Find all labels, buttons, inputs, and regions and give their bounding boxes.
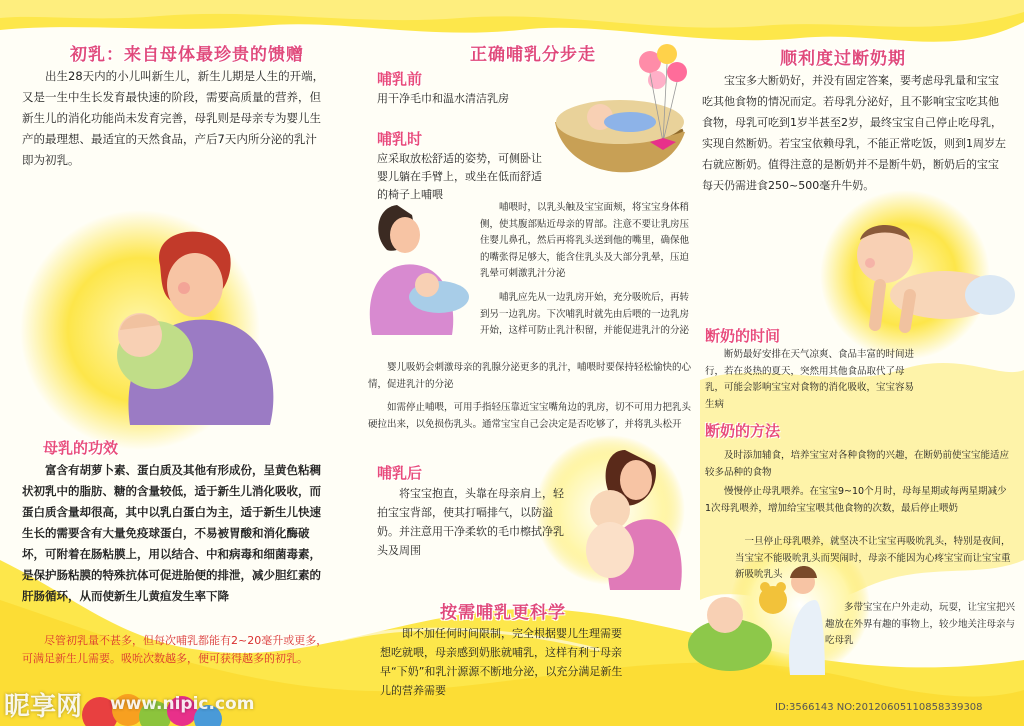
before-feeding-text: 用干净毛巾和温水清洁乳房 bbox=[377, 92, 509, 105]
weaning-method-4: 多带宝宝在户外走动，玩耍，让宝宝把兴趣放在外界有趣的事物上，较少地关注母亲与吃母乳 bbox=[825, 602, 1016, 646]
heading-weaning-method: 断奶的方法 bbox=[705, 422, 781, 440]
baby-basket-illustration bbox=[545, 42, 695, 192]
weaning-time-text: 断奶最好安排在天气凉爽、食品丰富的时间进行，若在炎热的夏天，突然用其他食品取代了母乳，可能会影响宝宝对食物的消化吸收，宝宝容易生病 bbox=[705, 349, 915, 410]
during-detail-3: 婴儿吸奶会刺激母亲的乳腺分泌更多的乳汁，哺喂时要保持轻松愉快的心情，促进乳汁的分泌 bbox=[368, 362, 692, 390]
heading-after-feeding: 哺乳后 bbox=[377, 464, 423, 482]
burping-baby-illustration bbox=[570, 445, 690, 590]
colostrum-note: 尽管初乳量不甚多，但每次哺乳都能有2~20毫升或更多，可满足新生儿需要。吸吮次数越多，便可获得越多的初乳。 bbox=[22, 634, 328, 665]
section-title-colostrum: 初乳：来自母体最珍贵的馈赠 bbox=[70, 45, 304, 65]
heading-weaning-time: 断奶的时间 bbox=[705, 327, 781, 345]
during-feeding-text: 应采取放松舒适的姿势，可侧卧让婴儿躺在手臂上，或坐在低而舒适的椅子上哺喂 bbox=[377, 152, 542, 201]
heading-during-feeding: 哺乳时 bbox=[377, 130, 423, 148]
nursing-mother-illustration bbox=[357, 205, 482, 335]
heading-before-feeding: 哺乳前 bbox=[377, 70, 423, 88]
weaning-intro: 宝宝多大断奶好，并没有固定答案，要考虑母乳量和宝宝吃其他食物的情况而定。若母乳分泌好，且不影响宝宝吃其他食物，母乳可吃到1岁半甚至2岁，最终宝宝自己停止吃母乳，实现自然断奶。若宝宝依赖母乳，不能正常吃饭，则到1周岁左右就应断奶。值得注意的是断奶并不是断牛奶，断奶后的宝宝每天仍需进食250~500毫升牛奶。 bbox=[702, 74, 1006, 192]
watermark-logo: 昵享网 bbox=[4, 692, 83, 722]
mother-baby-illustration bbox=[100, 225, 320, 425]
watermark-url: www.nipic.com bbox=[110, 694, 255, 714]
on-demand-text: 即不加任何时间限制，完全根据婴儿生理需要想吃就喂，母亲感到奶胀就哺乳，这样有利于母亲早“下奶”和乳汁源源不断地分泌，以充分满足新生儿的营养需要 bbox=[380, 627, 623, 697]
during-detail-2: 哺乳应先从一边乳房开始，充分吸吮后，再转到另一边乳房。下次哺乳时就先由后喂的一边乳房开始，这样可防止乳汁积留，并能促进乳汁的分泌 bbox=[480, 292, 690, 336]
after-feeding-text: 将宝宝抱直，头靠在母亲肩上，轻拍宝宝背部，使其打嗝排气，以防溢奶。并注意用干净柔软的毛巾檫拭净乳头及周围 bbox=[377, 487, 564, 557]
weaning-method-2: 慢慢停止母乳喂养。在宝宝9~10个月时，母每星期或每两星期减少1次母乳喂养，增加给宝宝喂其他食物的次数，最后停止喂奶 bbox=[705, 486, 1007, 514]
colostrum-intro: 出生28天内的小儿叫新生儿，新生儿期是人生的开端，又是一生中生长发育最快速的阶段，需要高质量的营养，但新生儿的消化功能尚未发育完善，母乳则是母亲专为婴儿生产的最理想、最适宜的天然食品，产后7天内所分泌的乳汁即为初乳。 bbox=[22, 69, 325, 167]
baby-with-toy-illustration bbox=[685, 560, 825, 675]
section-title-on-demand: 按需哺乳更科学 bbox=[440, 603, 566, 623]
milk-function-text: 富含有胡萝卜素、蛋白质及其他有形成份，呈黄色粘稠状初乳中的脂肪、糖的含量较低，适于新生儿消化吸收，而蛋白质含量却很高，其中以乳白蛋白为主，适于新生儿快速生长的需要含有大量免疫球蛋白，不易被胃酸和消化酶破坏，可附着在肠粘膜上，用以结合、中和病毒和细菌毒素，是保护肠粘膜的特殊抗体可促进胎便的排泄，减少胆红素的肝肠循环，从而使新生儿黄疸发生率下降 bbox=[22, 463, 321, 603]
crawling-baby-illustration bbox=[840, 215, 1024, 335]
during-detail-4: 如需停止哺喂，可用手指轻压靠近宝宝嘴角边的乳房，切不可用力把乳头硬拉出来，以免损伤乳头。通常宝宝自己会决定是否吃够了，并将乳头松开 bbox=[368, 402, 692, 430]
section-title-milk-function: 母乳的功效 bbox=[43, 439, 119, 457]
watermark-id: ID:3566143 NO:20120605110858339308 bbox=[775, 702, 983, 713]
section-title-weaning: 顺利度过断奶期 bbox=[780, 49, 906, 69]
weaning-method-1: 及时添加辅食，培养宝宝对各种食物的兴趣，在断奶前使宝宝能适应较多品种的食物 bbox=[705, 450, 1010, 478]
during-detail-1: 哺喂时，以乳头触及宝宝面颊，将宝宝身体稍侧，使其腹部贴近母亲的胃部。注意不要让乳房压住婴儿鼻孔，然后再将乳头送到他的嘴里，确保他的嘴张得足够大，能含住乳头及大部分乳晕，压迫乳晕可刺激乳汁分泌 bbox=[480, 202, 690, 279]
section-title-feeding-steps: 正确哺乳分步走 bbox=[470, 45, 596, 65]
weaning-method-3: 一旦停止母乳喂养，就坚决不让宝宝再吸吮乳头，特别是夜间，当宝宝不能吸吮乳头而哭闹时，母亲不能因为心疼宝宝而让宝宝重新吸吮乳头 bbox=[735, 536, 1011, 580]
